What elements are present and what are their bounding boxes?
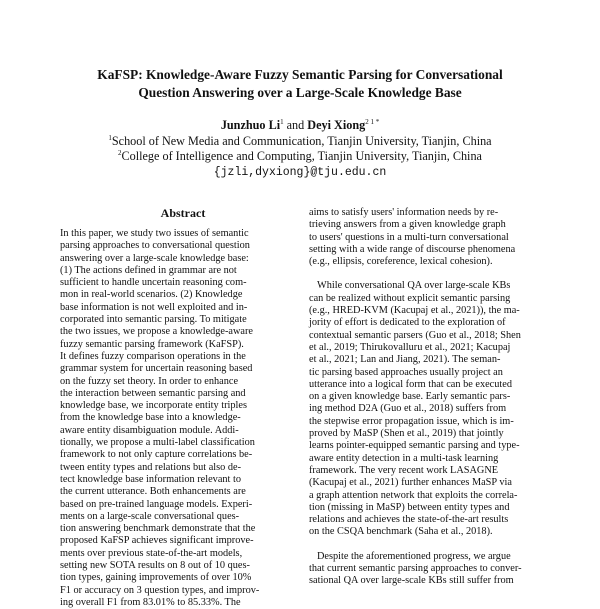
text-line: ments on a large-scale conversational ques- xyxy=(60,510,240,522)
text-line: ing overall F1 from 83.01% to 85.33%. The xyxy=(60,596,241,608)
text-line: aims to satisfy users' information needs by re- xyxy=(309,207,499,218)
text-line: It defines fuzzy comparison operations in the xyxy=(60,350,246,362)
text-line: While conversational QA over large-scale KBs xyxy=(317,280,511,292)
text-line: a graph attention network that exploits the correla- xyxy=(309,489,518,501)
text-line: proved by MaSP (Shen et al., 2019) that jointly xyxy=(309,428,504,440)
text-line: can be realized without explicit semantic parsing xyxy=(309,292,511,304)
text-line: from the knowledge base into a knowledge- xyxy=(60,412,241,424)
text-line: corporated into semantic parsing. To mitigate xyxy=(60,314,247,326)
text-line: proposed KaFSP achieves significant improve- xyxy=(60,535,254,547)
intro-paragraph xyxy=(309,280,545,538)
paper-title xyxy=(40,66,560,102)
text-line: learns pointer-equipped semantic parsing and type- xyxy=(309,440,520,452)
text-line: knowledge base, we incorporate entity triples xyxy=(60,400,247,412)
text-line: (1) The actions defined in grammar are not xyxy=(60,264,237,276)
text-line: (e.g., HRED-KVM (Kacupaj et al., 2021)), the ma- xyxy=(309,305,520,317)
text-line: framework to not only capture correlations be- xyxy=(60,449,253,461)
text-line: tect knowledge base information relevant to xyxy=(60,473,241,485)
text-line: the current utterance. Both enhancements are xyxy=(60,486,246,498)
text-line: answering over a large-scale knowledge base: xyxy=(60,252,249,264)
text-line: based on pre-trained language models. Experi- xyxy=(60,498,253,510)
author-name: Deyi Xiong xyxy=(307,118,366,132)
text-line: on a given knowledge base. Early semantic pars- xyxy=(309,391,511,403)
text-line: tic parsing based approaches usually project an xyxy=(309,366,503,378)
text-line: et al., 2019; Thirukovalluru et al., 2021; Kacupaj xyxy=(309,341,511,353)
text-line: setting new SOTA results on 8 out of 10 ques- xyxy=(60,560,250,572)
text-line: fuzzy semantic parsing framework (KaFSP). xyxy=(60,338,244,350)
title-line: KaFSP: Knowledge-Aware Fuzzy Semantic Parsing for Conversational xyxy=(97,67,503,82)
text-line: utterance into a logical form that can be executed xyxy=(309,378,512,390)
abstract-heading: Abstract xyxy=(160,206,206,220)
text-line: base information is not well exploited and in- xyxy=(60,301,248,313)
text-line: In this paper, we study two issues of semantic xyxy=(60,228,249,239)
author-affiliation-mark: 1 xyxy=(280,118,284,126)
text-line: on the CSQA benchmark (Saha et al., 2018). xyxy=(309,526,493,538)
text-line: F1 or accuracy on 3 question types, and improv- xyxy=(60,584,260,596)
text-line: relations and achieves the state-of-the-art results xyxy=(309,514,509,526)
affiliation: $^2$College of Intelligence and Computing, Tianjin University, Tianjin, China xyxy=(118,149,482,163)
text-line: (e.g., ellipsis, coreference, lexical cohesion). xyxy=(309,256,493,268)
text-line: that current semantic parsing approaches to conver- xyxy=(309,563,522,575)
author-conjunction: and xyxy=(286,118,305,132)
text-line: aware entity detection in a multi-task learning xyxy=(309,452,499,464)
text-line: on the fuzzy set theory. In order to enhance xyxy=(60,375,239,387)
author-affiliation-mark: 2 1 * xyxy=(365,118,380,126)
text-line: aware entity disambiguation module. Addi- xyxy=(60,424,239,436)
text-line: the two issues, we propose a knowledge-aware xyxy=(60,326,254,338)
intro-paragraph xyxy=(309,207,545,268)
text-line: contextual semantic parsers (Guo et al., 2018; Shen xyxy=(309,329,521,341)
text-line: the stepwise error propagation issue, which is im- xyxy=(309,415,514,427)
text-line: tween entity types and relations but also de- xyxy=(60,461,242,473)
text-line: (Kacupaj et al., 2021) further enhances MaSP via xyxy=(309,477,512,489)
text-line: grammar system for uncertain reasoning based xyxy=(60,363,253,375)
author-name: Junzhuo Li xyxy=(220,118,281,132)
text-line: ing method D2A (Guo et al., 2018) suffers from xyxy=(309,403,507,415)
text-line: the interaction between semantic parsing and xyxy=(60,387,246,399)
text-line: tion types, gaining improvements of over 10% xyxy=(60,572,252,584)
text-line: Despite the aforementioned progress, we argue xyxy=(317,550,511,562)
text-line: sational QA over large-scale KBs still suffer from xyxy=(309,575,514,587)
title-line: Question Answering over a Large-Scale Knowledge Base xyxy=(138,85,462,100)
text-line: et al., 2021; Lan and Jiang, 2021). The seman- xyxy=(309,354,501,366)
text-line: tion (missing in MaSP) between entity types and xyxy=(309,501,510,513)
text-line: tion answering benchmark demonstrate that the xyxy=(60,523,256,535)
abstract-body xyxy=(60,228,306,609)
text-line: ments over previous state-of-the-art models, xyxy=(60,547,243,559)
author-email: {jzli,dyxiong}@tju.edu.cn xyxy=(213,165,387,179)
text-line: mon in real-world scenarios. (2) Knowledge xyxy=(60,289,243,301)
text-line: framework. The very recent work LASAGNE xyxy=(309,464,499,476)
text-line: parsing approaches to conversational question xyxy=(60,240,250,252)
text-line: sufficient to handle uncertain reasoning com- xyxy=(60,277,247,289)
intro-paragraph xyxy=(309,551,545,588)
author-names xyxy=(40,118,560,134)
text-line: to users' questions in a multi-turn conversational xyxy=(309,231,509,243)
text-line: setting with a wide range of discourse phenomena xyxy=(309,243,516,255)
text-line: jority of effort is dedicated to the exploration of xyxy=(309,317,506,329)
affiliation: $^1$School of New Media and Communication, Tianjin University, Tianjin, China xyxy=(108,133,492,148)
introduction-column xyxy=(309,207,545,588)
text-line: trieving answers from a given knowledge graph xyxy=(309,219,506,231)
author-block xyxy=(40,118,560,180)
text-line: tionally, we propose a multi-label classification xyxy=(60,437,255,449)
